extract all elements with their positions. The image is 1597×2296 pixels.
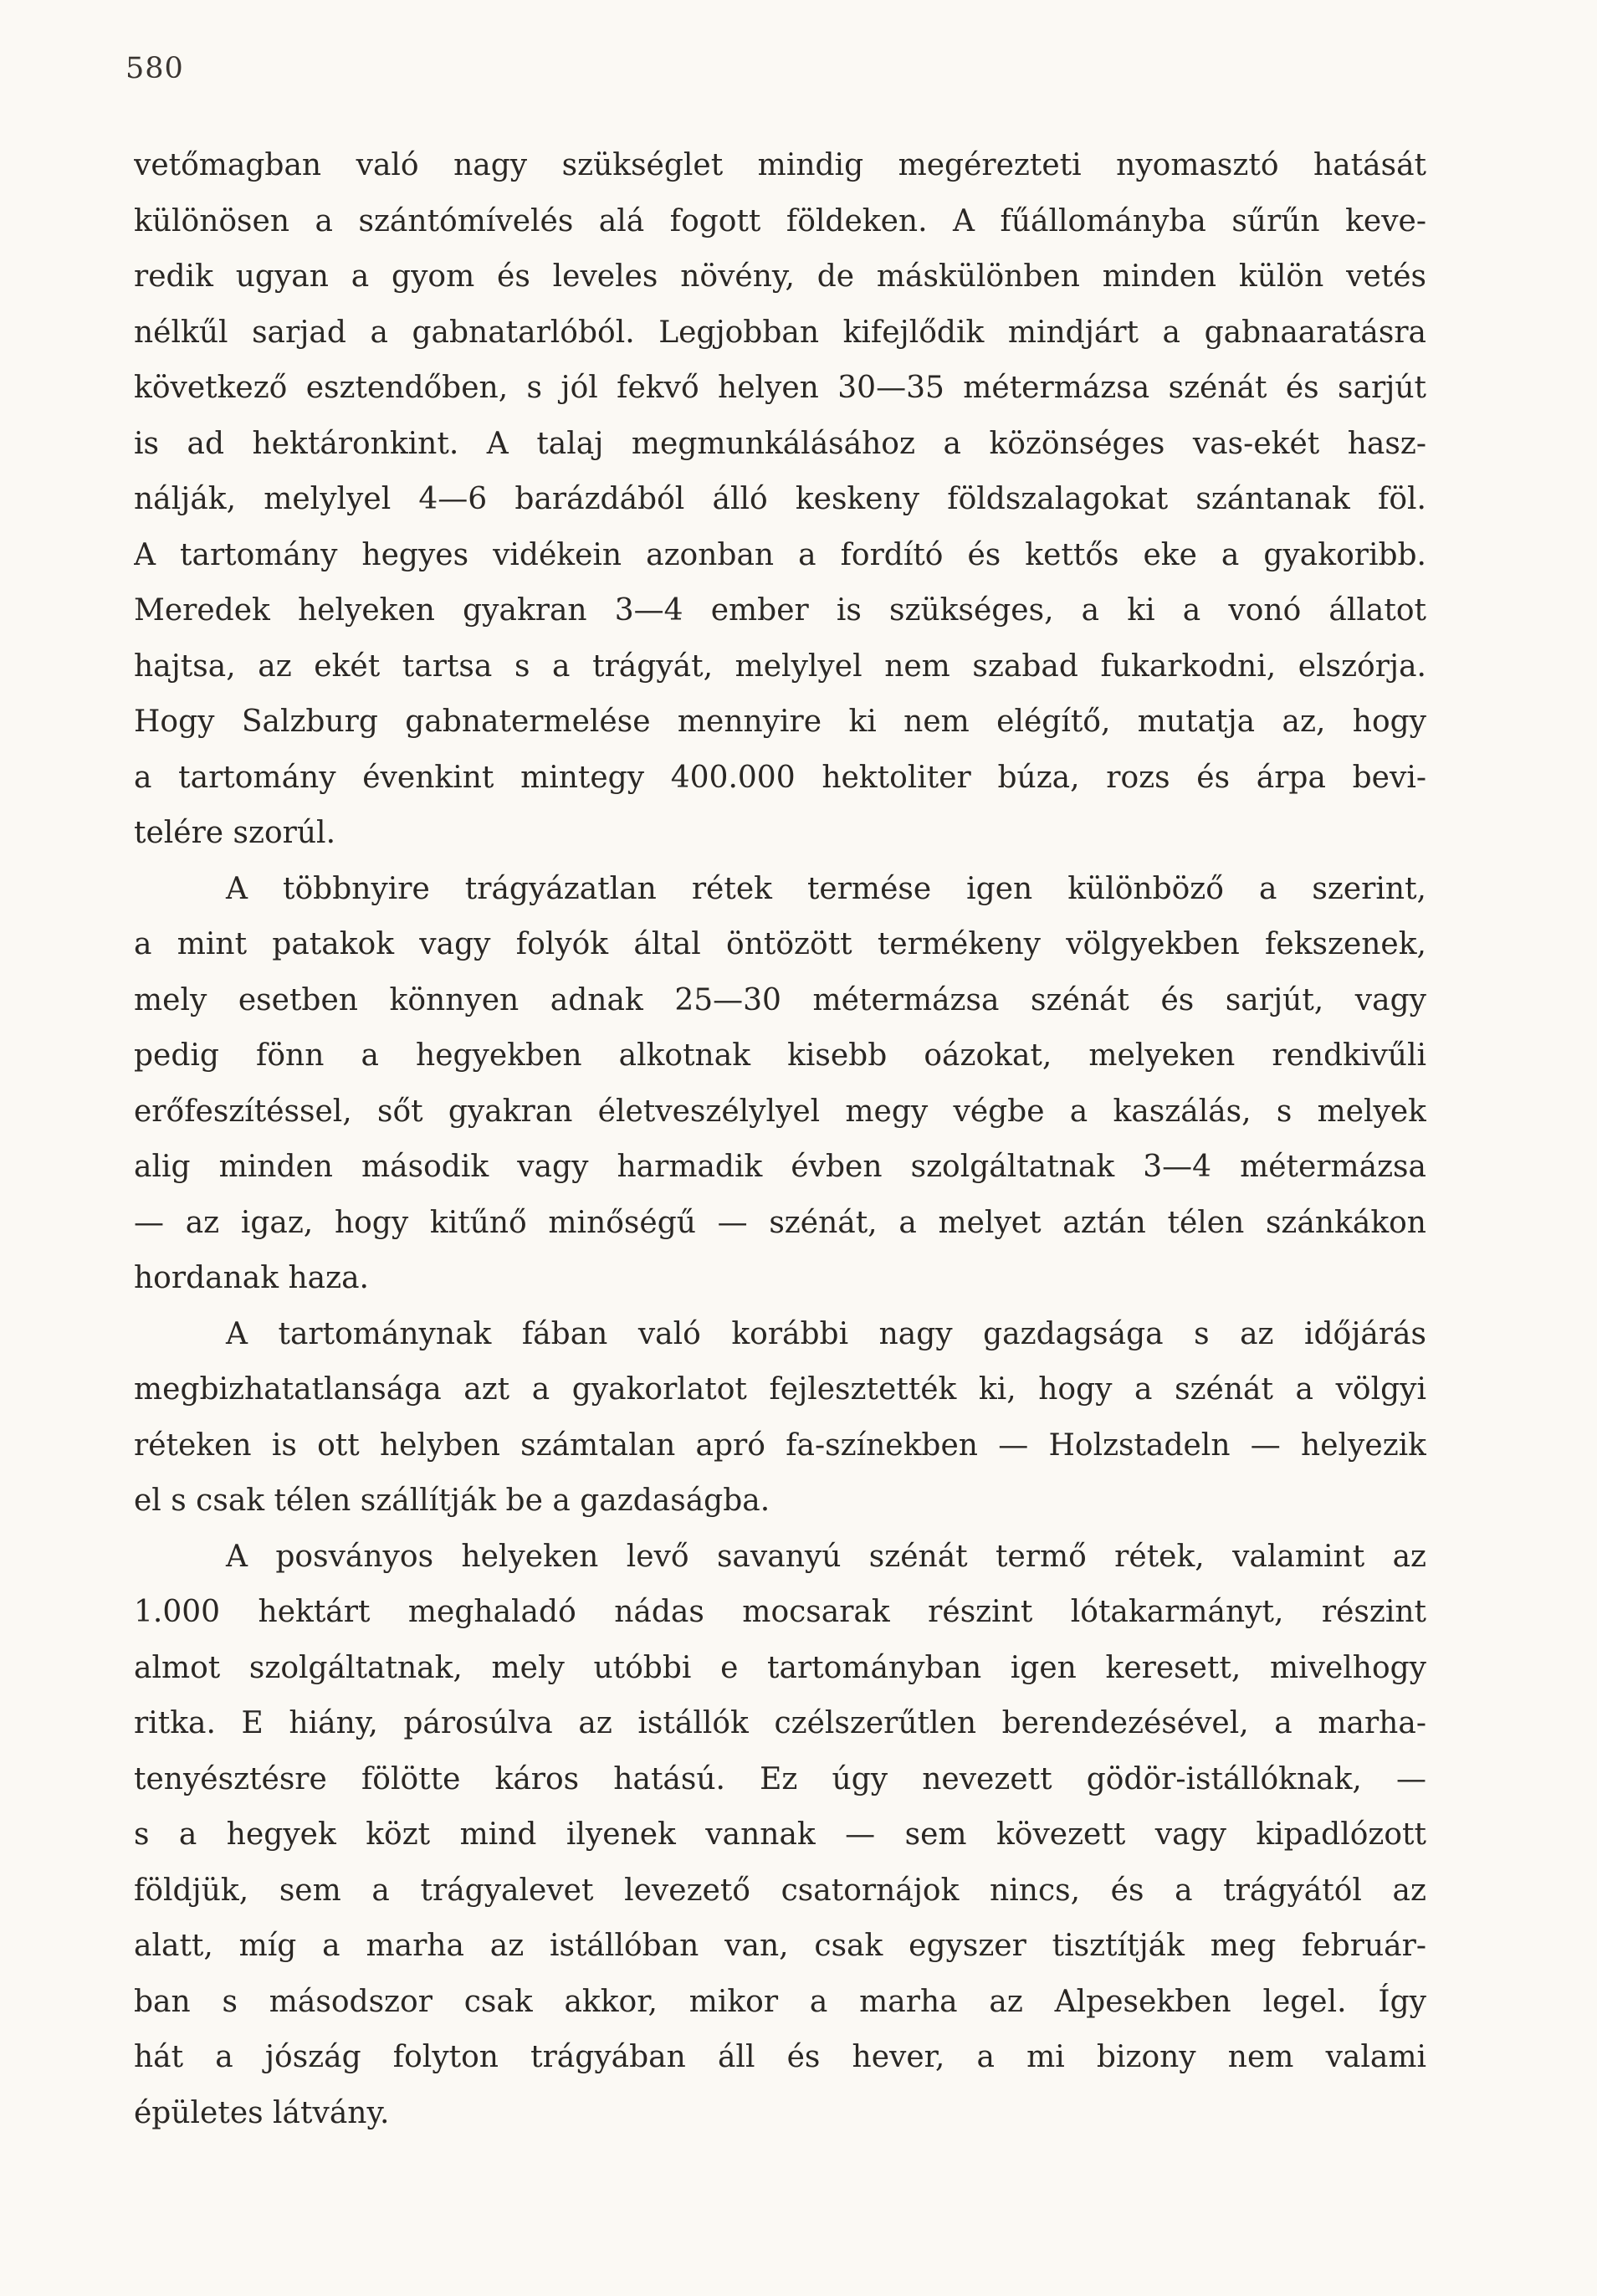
text-line: hajtsa, az ekét tartsa s a trágyát, melylyel nem szabad fukarkodni, elszórja. [134, 648, 1426, 684]
text-line: következő esztendőben, s jól fekvő helyen 30—35 métermázsa szénát és sarjút [134, 371, 1426, 405]
text-line: réteken is ott helyben számtalan apró fa-színekben — Holzstadeln — helyezik [134, 1427, 1426, 1463]
text-line: a tartomány évenkint mintegy 400.000 hektoliter búza, rozs és árpa bevi- [134, 760, 1426, 795]
text-line: A többnyire trágyázatlan rétek termése igen különböző a szerint, [226, 871, 1426, 906]
text-line: ritka. E hiány, párosúlva az istállók czélszerűtlen berendezésével, a marha- [134, 1706, 1426, 1740]
body-text [134, 138, 1426, 2141]
text-line: is ad hektáronkint. A talaj megmunkálásához a közönséges vas-ekét hasz- [134, 426, 1426, 461]
text-line: alig minden második vagy harmadik évben szolgáltatnak 3—4 métermázsa [134, 1150, 1426, 1184]
text-line: erőfeszítéssel, sőt gyakran életveszélylyel megy végbe a kaszálás, s melyek [134, 1094, 1426, 1129]
text-line: hordanak haza. [134, 1261, 370, 1295]
text-line: almot szolgáltatnak, mely utóbbi e tartományban igen keresett, mivelhogy [134, 1650, 1426, 1685]
text-line: el s csak télen szállítják be a gazdaságba. [134, 1484, 770, 1518]
text-line: nálják, melylyel 4—6 barázdából álló keskeny földszalagokat szántanak föl. [134, 482, 1426, 516]
text-line: nélkűl sarjad a gabnatarlóból. Legjobban kifejlődik mindjárt a gabnaaratásra [134, 315, 1426, 350]
text-line: A posványos helyeken levő savanyú szénát termő rétek, valamint az [226, 1539, 1426, 1574]
text-line: ban s másodszor csak akkor, mikor a marha az Alpesekben legel. Így [134, 1984, 1426, 2019]
text-line: a mint patakok vagy folyók által öntözött termékeny völgyekben fekszenek, [134, 927, 1426, 961]
text-line: tenyésztésre fölötte káros hatású. Ez úgy nevezett gödör-istállóknak, — [134, 1761, 1426, 1796]
text-line: A tartomány hegyes vidékein azonban a fordító és kettős eke a gyakoribb. [134, 537, 1426, 572]
text-line: alatt, míg a marha az istállóban van, csak egyszer tisztítják meg február- [134, 1929, 1426, 1963]
text-line: Hogy Salzburg gabnatermelése mennyire ki nem elégítő, mutatja az, hogy [134, 705, 1426, 739]
text-line: telére szorúl. [134, 816, 336, 850]
text-line: hát a jószág folyton trágyában áll és hever, a mi bizony nem valami [134, 2040, 1426, 2074]
text-line: vetőmagban való nagy szükséglet mindig megérezteti nyomasztó hatását [134, 148, 1426, 182]
text-line: földjük, sem a trágyalevet levezető csatornájok nincs, és a trágyától az [134, 1873, 1426, 1908]
text-line: redik ugyan a gyom és leveles növény, de máskülönben minden külön vetés [134, 259, 1426, 294]
text-line: 1.000 hektárt meghaladó nádas mocsarak részint lótakarmányt, részint [134, 1595, 1426, 1629]
text-line: különösen a szántómívelés alá fogott földeken. A fűállományba sűrűn keve- [134, 203, 1426, 238]
text-line: s a hegyek közt mind ilyenek vannak — sem kövezett vagy kipadlózott [134, 1817, 1426, 1852]
text-line: épületes látvány. [134, 2095, 390, 2130]
text-line: megbizhatatlansága azt a gyakorlatot fejlesztették ki, hogy a szénát a völgyi [134, 1372, 1426, 1407]
text-line: — az igaz, hogy kitűnő minőségű — szénát, a melyet aztán télen szánkákon [134, 1205, 1426, 1240]
text-line: A tartománynak fában való korábbi nagy gazdagsága s az időjárás [226, 1316, 1426, 1351]
text-line: Meredek helyeken gyakran 3—4 ember is szükséges, a ki a vonó állatot [134, 593, 1426, 628]
text-line: mely esetben könnyen adnak 25—30 métermázsa szénát és sarjút, vagy [134, 982, 1426, 1017]
text-line: pedig fönn a hegyekben alkotnak kisebb oázokat, melyeken rendkivűli [134, 1038, 1426, 1073]
page-number: 580 [125, 52, 184, 85]
